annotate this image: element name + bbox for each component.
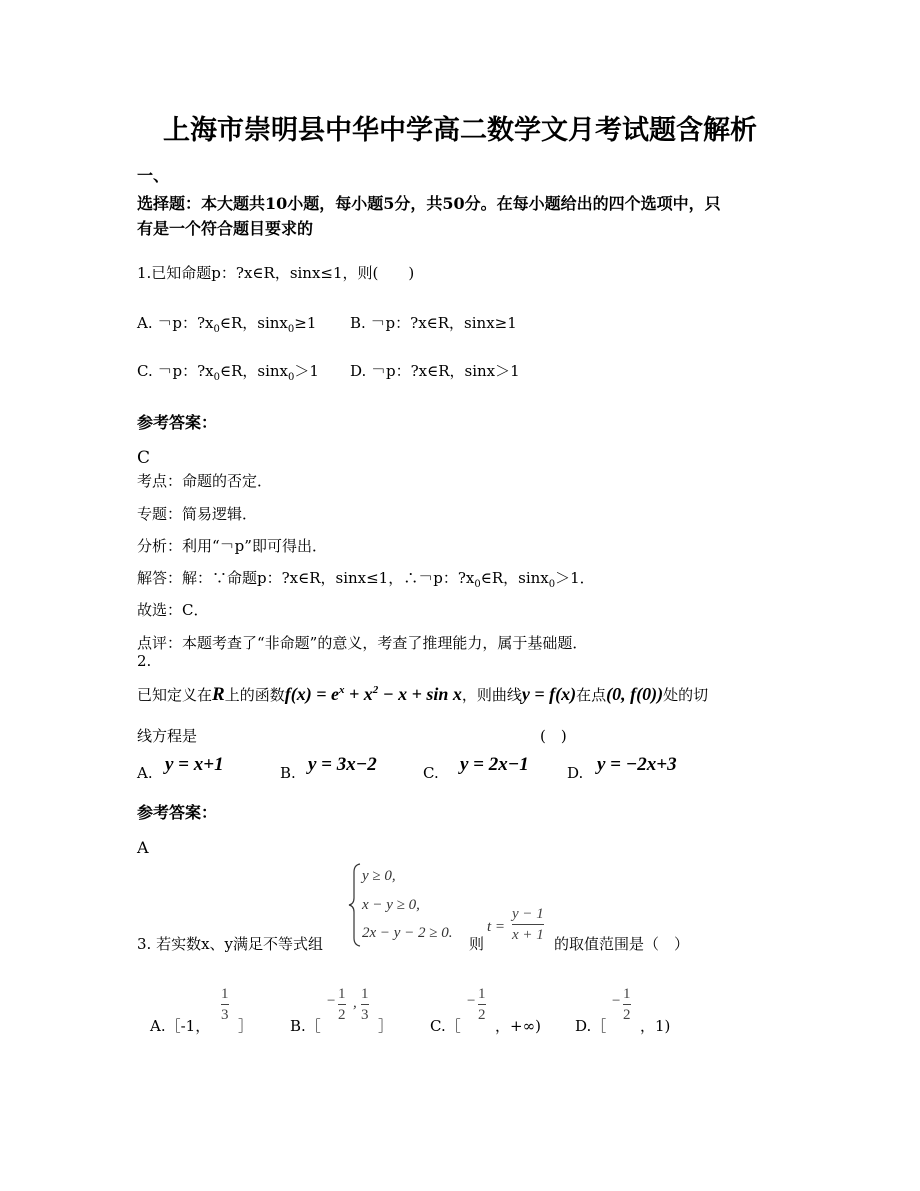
q2-answer: A [137,838,149,857]
q3-option-d-text: D.［ [575,1017,607,1035]
q2-option-b: y = 3x−2 [308,754,377,775]
q2-function-exp2: 2 [372,684,379,696]
q1-answer-label: 参考答案： [137,413,218,432]
q1-zhuanti: 专题：简易逻辑． [137,505,258,523]
fraction-bar [221,1004,229,1005]
q3-option-d-minus: − [611,993,622,1009]
fraction-denominator: 2 [478,1007,486,1023]
fraction-bar [623,1004,631,1005]
q3-option-a-text: A.［-1， [150,1017,211,1035]
q3-system-line3: 2x − y − 2 ≥ 0. [362,925,453,941]
section-heading-line1: 选择题：本大题共10小题，每小题5分，共50分。在每小题给出的四个选项中，只 [137,194,721,213]
subscript-zero: 0 [213,324,220,335]
q3-option-d-end: ，1) [640,1017,671,1035]
q3-option-a-fraction [221,985,229,1024]
fraction-denominator: 2 [623,1007,631,1023]
subscript-zero: 0 [474,579,481,590]
fraction-bar [361,1004,369,1005]
q2-stem-b: 上的函数 [224,686,285,704]
section-heading-line2: 有是一个符合题目要求的 [137,219,314,238]
q1-option-c [137,360,319,383]
fraction-bar [512,924,544,925]
q2-stem-d: 在点 [576,686,607,704]
q2-function [285,684,462,704]
fraction-numerator: 1 [361,986,369,1002]
q1-kaodian: 考点：命题的否定． [137,472,273,490]
q2-stem-c: ，则曲线 [461,686,522,704]
q1-option-a [137,312,316,335]
q2-answer-label: 参考答案： [137,803,218,822]
q1-jieda-end: ＞1． [555,569,595,587]
fraction [361,985,369,1024]
q2-function-part1: f(x) = e [284,684,339,704]
q2-point: (0, f(0)) [606,684,664,704]
subscript-zero: 0 [287,372,295,383]
fraction [338,985,346,1024]
q3-option-b-comma: , [353,995,357,1011]
page-title: 上海市崇明县中华中学高二数学文月考试题含解析 [163,115,757,146]
q3-system-line1: y ≥ 0, [362,868,396,884]
q3-t-lhs: t = [487,919,506,935]
q1-option-a-text: A. ￢p：?x [137,314,214,332]
fraction-numerator: 1 [221,986,229,1002]
section-number: 一、 [137,166,170,185]
q2-stem-line2: 线方程是 [137,727,198,745]
q2-set-r: R [212,684,225,705]
q2-function-part2: + x [344,684,373,704]
q1-answer: C [137,448,151,468]
q2-stem-a: 已知定义在 [137,686,213,704]
fraction-denominator: x + 1 [512,927,544,943]
q2-curve: y = f(x) [521,684,577,704]
q2-stem [137,684,708,706]
fraction [512,905,544,944]
q3-stem-a: 3. 若实数x、y满足不等式组 [137,935,324,953]
q2-option-d: y = −2x+3 [597,754,677,775]
fraction [221,985,229,1024]
q1-jieda [137,567,595,590]
q2-function-exp1: x [338,684,345,696]
q3-option-b-minus: − [326,993,337,1009]
fraction-bar [478,1004,486,1005]
q3-option-b-text: B.［ [290,1017,321,1035]
q3-option-c-fraction [478,985,486,1024]
q3-option-a-end: ］ [238,1017,254,1035]
q1-option-a-mid: ∈R，sinx [219,314,288,332]
fraction-denominator: 3 [361,1007,369,1023]
fraction [623,985,631,1024]
q1-fenxi: 分析：利用“￢p”即可得出． [137,537,327,555]
q3-stem-b: 则 [469,935,485,953]
q2-option-c: y = 2x−1 [460,754,529,775]
q1-option-c-text: C. ￢p：?x [137,362,214,380]
q2-function-part3: − x + sin x [378,684,462,704]
q2-answer-paren: ( ) [540,727,567,745]
q2-number: 2. [137,652,152,670]
q3-option-b-end: ］ [378,1017,394,1035]
q3-system-line2: x − y ≥ 0, [362,897,420,913]
q1-stem: 1.已知命题p：?x∈R，sinx≤1，则( ) [137,264,415,282]
q2-stem-e: 处的切 [663,686,709,704]
subscript-zero: 0 [213,372,220,383]
q1-option-a-end: ≥1 [294,314,317,332]
q1-option-c-end: ＞1 [294,362,319,380]
q1-option-d: D. ￢p：?x∈R，sinx＞1 [350,362,520,380]
q3-option-b-fraction2 [361,985,369,1024]
fraction-denominator: 3 [221,1007,229,1023]
subscript-zero: 0 [548,579,556,590]
fraction-denominator: 2 [338,1007,346,1023]
q3-option-c-end: ，+∞) [495,1017,541,1035]
q1-jieda-text: 解答：解：∵命题p：?x∈R，sinx≤1，∴￢p：?x [137,569,475,587]
fraction-numerator: y − 1 [512,906,544,922]
q2-option-b-label: B. [280,764,296,782]
q3-option-c-text: C.［ [430,1017,461,1035]
q3-option-b-fraction1 [338,985,346,1024]
q3-option-c-minus: − [466,993,477,1009]
fraction-numerator: 1 [478,986,486,1002]
fraction-bar [338,1004,346,1005]
q1-guxuan: 故选：C． [137,601,209,619]
fraction-numerator: 1 [338,986,346,1002]
q1-option-c-mid: ∈R，sinx [219,362,288,380]
q1-jieda-mid: ∈R，sinx [480,569,549,587]
q1-option-b: B. ￢p：?x∈R，sinx≥1 [350,314,517,332]
q3-stem-c: 的取值范围是（ ） [554,935,690,953]
q2-option-a-label: A. [137,764,153,782]
q1-dianping: 点评：本题考查了“非命题”的意义，考查了推理能力，属于基础题． [137,634,588,652]
left-brace-icon [348,862,362,948]
subscript-zero: 0 [287,324,295,335]
q3-option-d-fraction [623,985,631,1024]
fraction [478,985,486,1024]
q3-t-fraction [512,905,544,944]
q2-option-a: y = x+1 [165,754,224,775]
q2-option-c-label: C. [423,764,439,782]
q2-option-d-label: D. [567,764,584,782]
fraction-numerator: 1 [623,986,631,1002]
